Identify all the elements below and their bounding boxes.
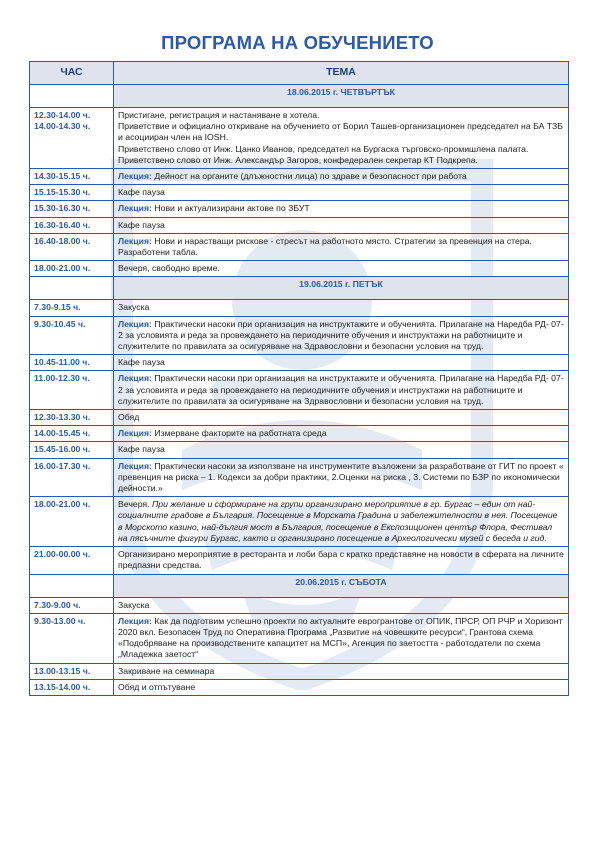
lecture-label: Лекция: [118,235,152,246]
session-text: Практически насоки за използване на инструментите възложени за разработване от ГИТ по проект « превенция на риска – 1. Кодекси за добри практики, 2.Оценки на риска , 3. Системи по БЗР по икономически дейности.» [118,460,564,494]
schedule-row [30,108,569,169]
session-text: Вечеря. [118,499,150,510]
session-topic [114,613,569,663]
session-text: Обяд [118,412,140,423]
schedule-row [30,679,569,695]
session-text: Кафе пауза [118,187,165,198]
session-note: При желание и сформиране на групи организирано мероприятие в гр. Бургас – един от най-социалните градове в България. Посещение в Морската Градина и забележителности в нея. Посещение в Морското казино, най-дългия мост в България, посещение в Експозиционен център Флора, Фестивал на пясъчните фигури Бургас, както и организирано посещение в Археологически музей с беседа и гид. [118,499,558,543]
day-title: 19.06.2015 г. ПЕТЪК [114,277,569,300]
session-time: 14.00-15.45 ч. [30,426,114,442]
lecture-label: Лекция: [118,615,152,626]
schedule-row [30,547,569,574]
session-topic [114,261,569,277]
day-header-row [30,85,569,108]
schedule-row [30,410,569,426]
session-text: Измерване факторите на работната среда [151,428,327,439]
session-text: Кафе пауза [118,219,165,230]
session-time: 16.30-16.40 ч. [30,217,114,233]
schedule-row [30,201,569,217]
session-topic [114,597,569,613]
session-topic [114,497,569,547]
session-topic [114,300,569,316]
day-title: 18.06.2015 г. ЧЕТВЪРТЪК [114,85,569,108]
schedule-row [30,458,569,497]
session-topic [114,371,569,410]
day-header-row [30,277,569,300]
session-text: Практически насоки при организация на инструктажите и обученията. Прилагане на Наредба РД- 07-2 за условията и реда за провеждането на периодичните обучения и инструктажи на работниците и служителите по правилата за осигуряване на Здравословни и безопасни условия на труд. [118,373,564,406]
schedule-row [30,355,569,371]
lecture-label: Лекция: [118,203,152,214]
schedule-table [29,61,569,696]
page-title: ПРОГРАМА НА ОБУЧЕНИЕТО [161,32,434,53]
lecture-label: Лекция: [118,171,152,182]
session-topic [114,679,569,695]
day-header-row [30,574,569,597]
lecture-label: Лекция: [118,318,152,329]
session-topic [114,108,569,169]
session-text: Пристигане, регистрация и настаняване в хотела. Приветствие и официално откриване на обучението от Борил Ташев-организационен председател на БА ТЗБ и асоцииран член на IOSH. Приветствено слово от Инж. Цанко Иванов, председател на Бургаска търговско-промишлена палата. Приветствено слово от Инж. Александър Загоров, конфедерален секретар КТ Подкрепа. [118,110,563,165]
session-time: 21.00-00.00 ч. [30,547,114,574]
session-topic [114,355,569,371]
session-topic [114,663,569,679]
session-time: 7.30-9.00 ч. [30,597,114,613]
time-column-header: ЧАС [30,62,114,85]
schedule-row [30,371,569,410]
session-text: Закуска [118,302,150,313]
session-time: 11.00-12.30 ч. [30,371,114,410]
session-text: Практически насоки при организация на инструктажите и обученията. Прилагане на Наредба РД- 07-2 за условията и реда за провеждането на периодичните обучения и инструктажи на работниците и служителите по правилата за осигуряване на Здравословни и безопасни условия на труд. [118,318,564,352]
session-time: 12.30-14.00 ч. 14.00-14.30 ч. [30,108,114,169]
schedule-row [30,233,569,260]
session-topic [114,410,569,426]
session-text: Кафе пауза [118,444,165,455]
session-time: 13.00-13.15 ч. [30,663,114,679]
session-topic [114,442,569,458]
session-text: Вечеря, свободно време. [118,263,220,274]
session-topic [114,316,569,355]
session-time: 9.30-13.00 ч. [30,613,114,663]
session-time: 18.00-21.00 ч. [30,261,114,277]
schedule-row [30,497,569,547]
session-time: 12.30-13.30 ч. [30,410,114,426]
session-text: Дейност на органите (длъжностни лица) по здраве и безопасност при работа [151,171,467,182]
schedule-row [30,217,569,233]
session-topic [114,169,569,185]
session-time: 7.30-9.15 ч. [30,300,114,316]
schedule-row [30,185,569,201]
schedule-row [30,613,569,663]
session-time: 18.00-21.00 ч. [30,497,114,547]
session-text: Обяд и отпътуване [118,681,196,692]
lecture-label: Лекция: [118,428,152,439]
session-topic [114,547,569,574]
day-header-spacer [30,574,114,597]
session-time: 15.15-15.30 ч. [30,185,114,201]
lecture-label: Лекция: [118,373,152,384]
schedule-row [30,663,569,679]
session-topic [114,185,569,201]
session-text: Как да подготвим успешно проекти по актуалните еврогрантове от ОПИК, ПРСР, ОП РЧР и Хоризонт 2020 вкл. Безопасен Труд по Оперативна Програма „Развитие на човешките ресурси“, Грантова схема «Подобряване на производствените капацитет на МСП», Агенция по заетостта - работодатели по схема „Младежка заетост“ [118,615,563,660]
session-topic [114,201,569,217]
session-text: Нови и актуализирани актове по ЗБУТ [151,203,310,214]
session-time: 9.30-10.45 ч. [30,316,114,355]
session-time: 15.45-16.00 ч. [30,442,114,458]
day-header-spacer [30,277,114,300]
schedule-row [30,169,569,185]
schedule-row [30,426,569,442]
session-topic [114,217,569,233]
session-text: Кафе пауза [118,357,165,368]
schedule-row [30,597,569,613]
session-time: 16.00-17.30 ч. [30,458,114,497]
day-title: 20.06.2015 г. СЪБОТА [114,574,569,597]
session-time: 15.30-16.30 ч. [30,201,114,217]
session-text: Закуска [118,599,150,610]
schedule-row [30,316,569,355]
session-text: Закриване на семинара [118,665,215,676]
session-text: Организирано мероприятие в ресторанта и лоби бара с кратко представяне на новости в сферата на личните предпазни средства. [118,549,564,571]
schedule-row [30,442,569,458]
schedule-row [30,261,569,277]
session-time: 16.40-18.00 ч. [30,233,114,260]
table-header-row [30,62,569,85]
session-topic [114,458,569,497]
lecture-label: Лекция: [118,460,152,471]
session-topic [114,426,569,442]
schedule-body [30,85,569,696]
schedule-row [30,300,569,316]
session-time: 14.30-15.15 ч. [30,169,114,185]
topic-column-header: ТЕМА [114,62,569,85]
session-time: 13.15-14.00 ч. [30,679,114,695]
session-text: Нови и нарастващи рискове - стресът на работното място. Стратегии за превенция на стера. Разработени табла. [118,235,532,258]
day-header-spacer [30,85,114,108]
session-time: 10.45-11.00 ч. [30,355,114,371]
session-topic [114,233,569,260]
